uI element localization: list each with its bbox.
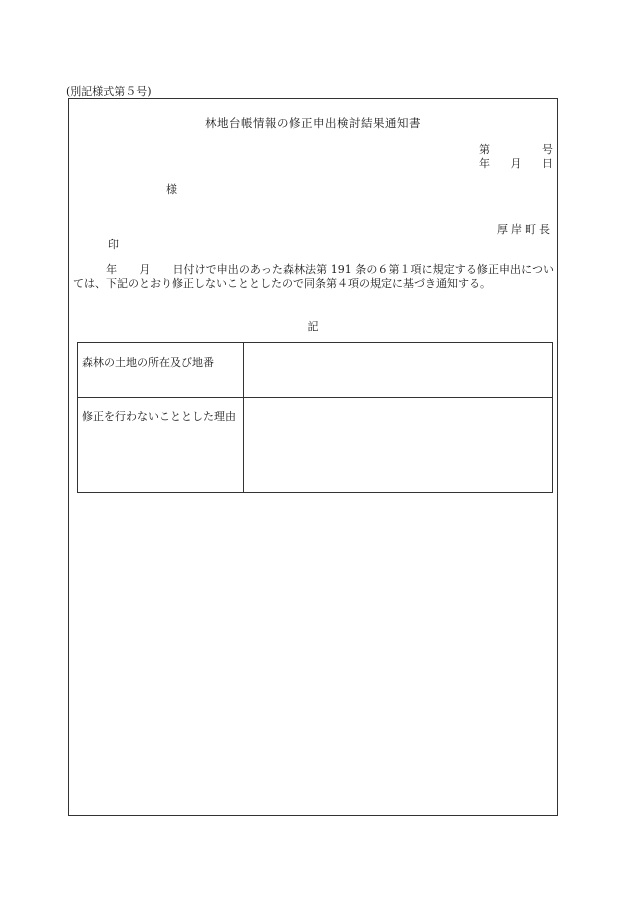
row-value-reason[interactable]	[244, 398, 552, 492]
row-value-location[interactable]	[244, 343, 552, 397]
date-year: 年	[479, 157, 490, 170]
notice-body: 年 月 日付けで申出のあった森林法第 191 条の６第１項に規定する修正申出については、下記のとおり修正しないこととしたので同条第４項の規定に基づき通知する。	[73, 263, 554, 290]
row-label-reason: 修正を行わないこととした理由	[78, 398, 244, 492]
details-table	[77, 342, 553, 493]
form-style-label: (別記様式第５号)	[66, 85, 152, 98]
ki-heading: 記	[307, 320, 319, 333]
issuer-name: 厚岸町長	[497, 223, 553, 236]
seal-mark: 印	[108, 238, 119, 251]
number-prefix: 第	[479, 143, 490, 156]
date-month: 月	[510, 157, 522, 170]
document-title: 林地台帳情報の修正申出検討結果通知書	[205, 116, 421, 130]
document-frame	[68, 98, 558, 816]
table-row	[78, 343, 552, 398]
row-label-location: 森林の土地の所在及び地番	[78, 343, 244, 397]
table-row	[78, 398, 552, 492]
document-date-line	[479, 155, 553, 171]
addressee-honorific: 様	[166, 183, 177, 196]
date-day: 日	[542, 157, 553, 170]
number-suffix: 号	[542, 143, 553, 156]
